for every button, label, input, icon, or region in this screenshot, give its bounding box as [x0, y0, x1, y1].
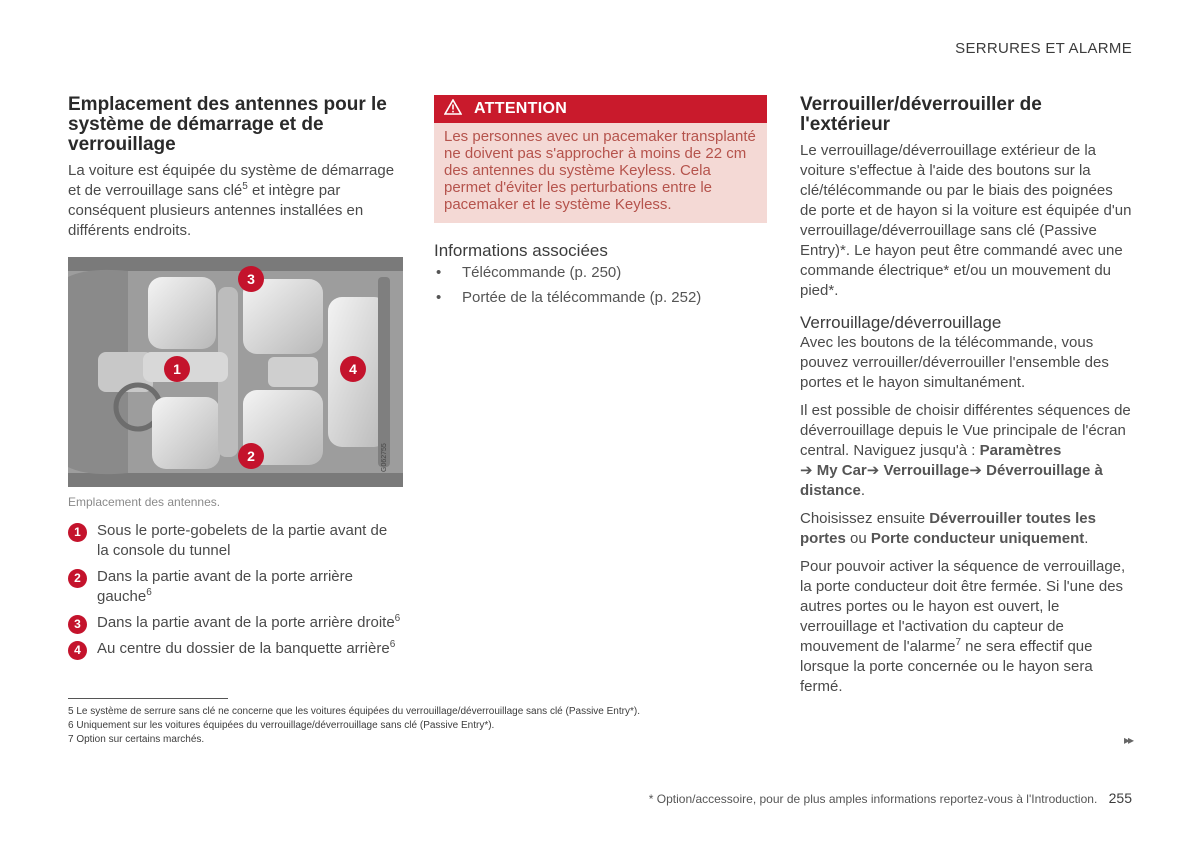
exterior-locking-intro: Le verrouillage/déverrouillage extérieur de la voiture s'effectue à l'aide des boutons sur la clé/télécommande ou par le biais des poignées de porte et de hayon si la voiture est équipée d'un verrouillage/déverrouillage sans clé (Passive Entry)*. Le hayon peut être commandé avec une commande électrique* et/ou un mouvement du pied*. [800, 142, 1132, 299]
legend-number-badge: 1 [68, 523, 87, 542]
antenna-marker-2 [238, 443, 264, 469]
next-page-icon[interactable]: ▸▸ [1123, 733, 1132, 747]
related-link-remote[interactable]: • Télécommande (p. 250) [436, 264, 622, 281]
legend-item: 4 Au centre du dossier de la banquette arrière$^6$ [68, 639, 403, 659]
footnote-ref-6: 6 [389, 639, 396, 650]
section-header: SERRURES ET ALARME [955, 40, 1132, 57]
legend-item: 1 Sous le porte-gobelets de la partie avant de la console du tunnel [68, 521, 403, 561]
antenna-intro: La voiture est équipée du système de démarrage et de verrouillage sans clé$^5$ et intègre par conséquent plusieurs antennes installées en différents endroits. [68, 162, 395, 239]
legend-item: 2 Dans la partie avant de la porte arrière gauche$^6$ [68, 567, 403, 607]
antenna-marker-3 [238, 266, 264, 292]
locking-paragraph-1: Avec les boutons de la télécommande, vous pouvez verrouiller/déverrouiller l'ensemble des portes et le hayon simultanément. [800, 334, 1109, 391]
antenna-marker-1 [164, 356, 190, 382]
legend-item: 3 Dans la partie avant de la porte arrière droite$^6$ [68, 613, 403, 633]
bullet-icon: • [436, 289, 442, 306]
related-info-list [434, 263, 767, 308]
attention-text: Les personnes avec un pacemaker transplanté ne doivent pas s'approcher à moins de 22 cm des antennes du système Keyless. Cela permet d'éviter les perturbations entre le pacemaker et le système Keyless. [434, 123, 767, 223]
footnote-6: 6 Uniquement sur les voitures équipées du verrouillage/déverrouillage sans clé (Passive Entry*). [68, 720, 495, 731]
arrow-icon: ➔ [866, 462, 880, 479]
menu-path-deverrouillage: Déverrouillage à distance [800, 462, 1103, 499]
antenna-location-column [68, 95, 403, 665]
legend-number-badge: 4 [68, 641, 87, 660]
legend-number-badge: 3 [68, 615, 87, 634]
antenna-marker-4 [340, 356, 366, 382]
page-number: 255 [1108, 790, 1132, 806]
warning-triangle-icon [444, 99, 462, 120]
car-interior-figure [68, 257, 403, 487]
attention-column [434, 95, 767, 313]
footnote-5: 5 Le système de serrure sans clé ne concerne que les voitures équipées du verrouillage/déverrouillage sans clé (Passive Entry*). [68, 706, 640, 717]
menu-path-verrouillage: Verrouillage [883, 462, 970, 479]
figure-caption: Emplacement des antennes. [68, 495, 221, 509]
car-interior-illustration [68, 257, 403, 487]
svg-text:4: 4 [349, 361, 357, 377]
attention-label: ATTENTION [474, 100, 568, 117]
antenna-heading: Emplacement des antennes pour le système de démarrage et de verrouillage [68, 94, 387, 155]
svg-text:2: 2 [247, 448, 255, 464]
footnote-ref-6: 6 [146, 587, 152, 598]
menu-path-my-car: My Car [816, 462, 867, 479]
option-all-doors: Déverrouiller toutes les portes [800, 510, 1096, 547]
page-footer [649, 790, 1132, 806]
footnote-divider [68, 698, 228, 699]
related-link-remote-range[interactable]: • Portée de la télécommande (p. 252) [436, 289, 702, 306]
footnote-ref-5: 5 [242, 181, 248, 192]
exterior-locking-heading: Verrouiller/déverrouiller de l'extérieur [800, 94, 1042, 135]
arrow-icon: ➔ [969, 462, 982, 479]
footnote-ref-6: 6 [394, 613, 401, 624]
antenna-legend [68, 521, 403, 659]
svg-text:1: 1 [173, 361, 181, 377]
figure-code: G062755 [381, 443, 388, 472]
related-info-title: Informations associées [434, 241, 608, 260]
bullet-icon: • [436, 264, 442, 281]
attention-header [434, 95, 767, 123]
locking-paragraph-3: Choisissez ensuite Déverrouiller toutes les portes ou Porte conducteur uniquement. [800, 510, 1096, 547]
footnote-7: 7 Option sur certains marchés. [68, 734, 205, 745]
arrow-icon: ➔ [800, 462, 813, 479]
exterior-locking-column [800, 95, 1132, 697]
locking-paragraph-2: Il est possible de choisir différentes séquences de déverrouillage depuis le Vue principale de l'écran central. Naviguez jusqu'à : Paramètres ➔ My Car➔ Verrouillage➔ Déverrouillage à distance. [800, 402, 1131, 499]
footer-note: * Option/accessoire, pour de plus amples informations reportez-vous à l'Introduction. [648, 792, 1098, 806]
option-driver-door: Porte conducteur uniquement [870, 530, 1085, 547]
footnotes [68, 698, 768, 747]
menu-path-parametres: Paramètres [979, 442, 1062, 459]
footnote-ref-7: 7 [955, 637, 961, 648]
locking-subheading: Verrouillage/déverrouillage [800, 313, 1002, 332]
svg-text:3: 3 [247, 271, 255, 287]
locking-paragraph-4: Pour pouvoir activer la séquence de verrouillage, la porte conducteur doit être fermée. Si l'une des autres portes ou le hayon est ouvert, le verrouillage et l'activation du capteur de mouvement de l'alarme$^7$ ne sera effectif que lorsque la porte concernée ou le hayon sera fermé. [800, 558, 1126, 695]
legend-number-badge: 2 [68, 569, 87, 588]
